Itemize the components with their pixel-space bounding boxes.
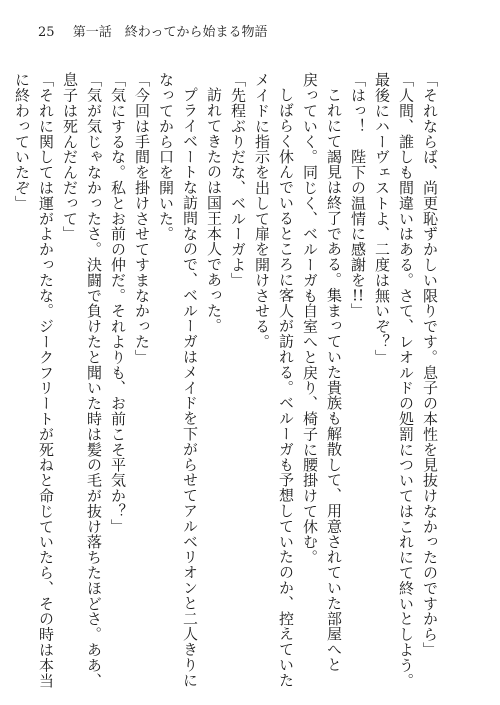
- text-line: 「今回は手間を掛けさせてすまなかった」: [133, 72, 151, 365]
- text-line: 息子は死んだんだって」: [61, 72, 79, 242]
- text-line: 「先程ぶりだな、ベルーガよ」: [229, 72, 247, 288]
- text-line: 戻っていく。同じく、ベルーガも自室へと戻り、椅子に腰掛けて休む。: [301, 72, 319, 565]
- text-line: 訪れてきたのは国王本人であった。: [205, 87, 223, 334]
- text-line: メイドに指示を出して扉を開けさせる。: [253, 72, 271, 350]
- text-line: 最後にハーヴェストよ、二度は無いぞ？」: [373, 72, 391, 365]
- text-line: プライベートな訪問なので、ベルーガはメイドを下がらせてアルベリオンと二人きりに: [181, 87, 199, 688]
- text-line: に終わっていたぞ」: [13, 72, 31, 211]
- text-line: 「はっ！ 陛下の温情に感謝を!!」: [349, 72, 367, 319]
- text-line: しばらく休んでいるところに客人が訪れる。ベルーガも予想していたのか、控えていた: [277, 87, 295, 688]
- text-line: 「人間、誰しも間違いはある。さて、レオルドの処罰についてはこれにて終いとしよう。: [397, 72, 415, 688]
- running-header: [38, 21, 268, 40]
- text-line: これにて謁見は終了である。集まっていた貴族も解散して、用意されていた部屋へと: [325, 87, 343, 673]
- text-line: 「気が気じゃなかったさ。決闘で負けたと聞いた時は髪の毛が抜け落ちたほどさ。ああ、: [85, 72, 103, 688]
- text-line: なってから口を開いた。: [157, 72, 175, 242]
- vertical-body-text: [13, 72, 442, 688]
- text-line: 「それに関しては運がよかったな。ジークフリートが死ねと命じていたら、その時は本当: [37, 72, 55, 688]
- text-line: 「気にするな。私とお前の仲だ。それよりも、お前こそ平気か？」: [109, 72, 127, 534]
- double-exclamation: !!: [351, 287, 365, 303]
- text-line: 「それならば、尚更恥ずかしい限りです。息子の本性を見抜けなかったのですから」: [421, 72, 439, 658]
- page-number: 25: [38, 25, 55, 40]
- chapter-title: 第一話 終わってから始まる物語: [72, 25, 268, 40]
